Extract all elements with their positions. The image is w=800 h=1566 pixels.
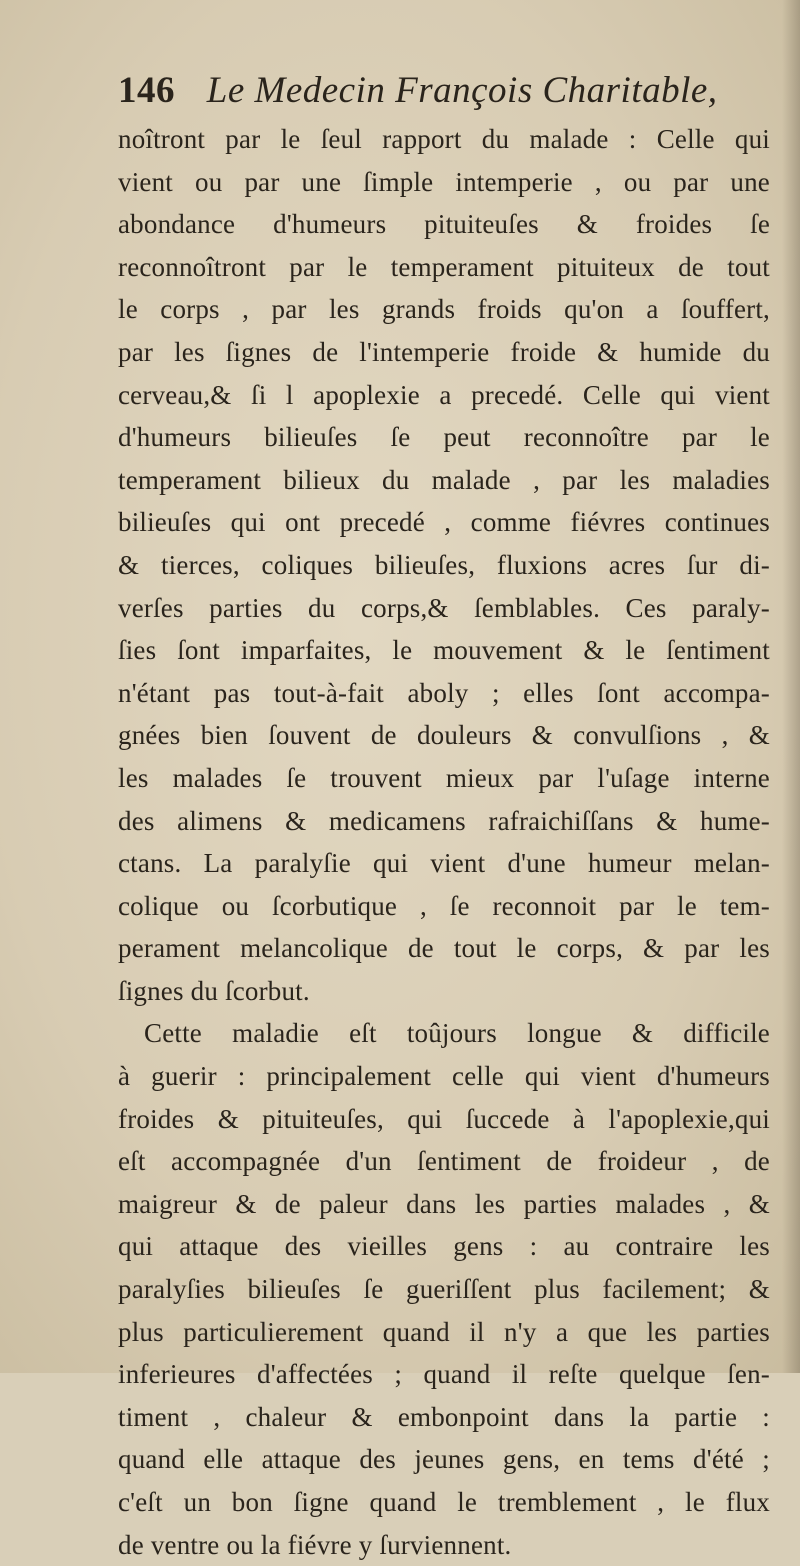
text-line: gnées bien ſouvent de douleurs & convulſions , & [118, 720, 770, 751]
paragraph-first-line: Cette maladie eſt toûjours longue & difficile [144, 1018, 770, 1049]
page-header [118, 66, 758, 116]
text-line: maigreur & de paleur dans les parties malades , & [118, 1188, 770, 1219]
text-line: c'eſt un bon ſigne quand le tremblement , le flux [118, 1487, 770, 1517]
text-line: à guerir : principalement celle qui vient d'humeurs [118, 1061, 770, 1092]
text-line: timent , chaleur & embonpoint dans la partie : [118, 1401, 770, 1432]
text-line: verſes parties du corps,& ſemblables. Ces paraly- [118, 592, 770, 623]
text-line: eſt accompagnée d'un ſentiment de froideur , de [118, 1146, 770, 1177]
text-line: quand elle attaque des jeunes gens, en tems d'été ; [118, 1444, 770, 1475]
text-line: ſies ſont imparfaites, le mouvement & le ſentiment [118, 635, 770, 666]
text-line: perament melancolique de tout le corps, & par les [118, 933, 770, 964]
text-line: ſignes du ſcorbut. [118, 975, 310, 1006]
text-line: plus particulierement quand il n'y a que les parties [118, 1316, 770, 1347]
text-line: cerveau,& ſi l apoplexie a precedé. Celle qui vient [118, 379, 770, 410]
page-edge-shadow [782, 0, 800, 1373]
text-line: colique ou ſcorbutique , ſe reconnoit par le tem- [118, 890, 770, 921]
text-line: paralyſies bilieuſes ſe gueriſſent plus facilement; & [118, 1274, 770, 1305]
text-line: ctans. La paralyſie qui vient d'une humeur melan- [118, 848, 770, 879]
text-line: noîtront par le ſeul rapport du malade : Celle qui [118, 124, 770, 154]
text-line: temperament bilieux du malade , par les maladies [118, 464, 770, 495]
text-line: n'étant pas tout-à-fait aboly ; elles ſont accompa- [118, 677, 770, 708]
text-line: inferieures d'affectées ; quand il reſte quelque ſen- [118, 1359, 770, 1390]
text-line: abondance d'humeurs pituiteuſes & froides ſe [118, 209, 770, 240]
text-line: de ventre ou la fiévre y ſurviennent. [118, 1529, 512, 1560]
text-line: qui attaque des vieilles gens : au contraire les [118, 1231, 770, 1262]
page-number: 146 [118, 70, 175, 111]
text-line: reconnoîtront par le temperament pituiteux de tout [118, 251, 770, 282]
text-line: par les ſignes de l'intemperie froide & humide du [118, 336, 770, 367]
text-line: froides & pituiteuſes, qui ſuccede à l'apoplexie,qui [118, 1103, 770, 1134]
text-line: & tierces, coliques bilieuſes, fluxions acres ſur di- [118, 549, 770, 580]
text-line: les malades ſe trouvent mieux par l'uſage interne [118, 762, 770, 793]
body-text [118, 118, 770, 1566]
text-line: bilieuſes qui ont precedé , comme fiévres continues [118, 507, 770, 538]
running-title: Le Medecin François Charitable, [206, 70, 718, 111]
text-line: des alimens & medicamens rafraichiſſans & hume- [118, 805, 770, 836]
text-line: d'humeurs bilieuſes ſe peut reconnoître par le [118, 422, 770, 453]
text-line: le corps , par les grands froids qu'on a ſouffert, [118, 294, 770, 325]
text-line: vient ou par une ſimple intemperie , ou par une [118, 166, 770, 197]
